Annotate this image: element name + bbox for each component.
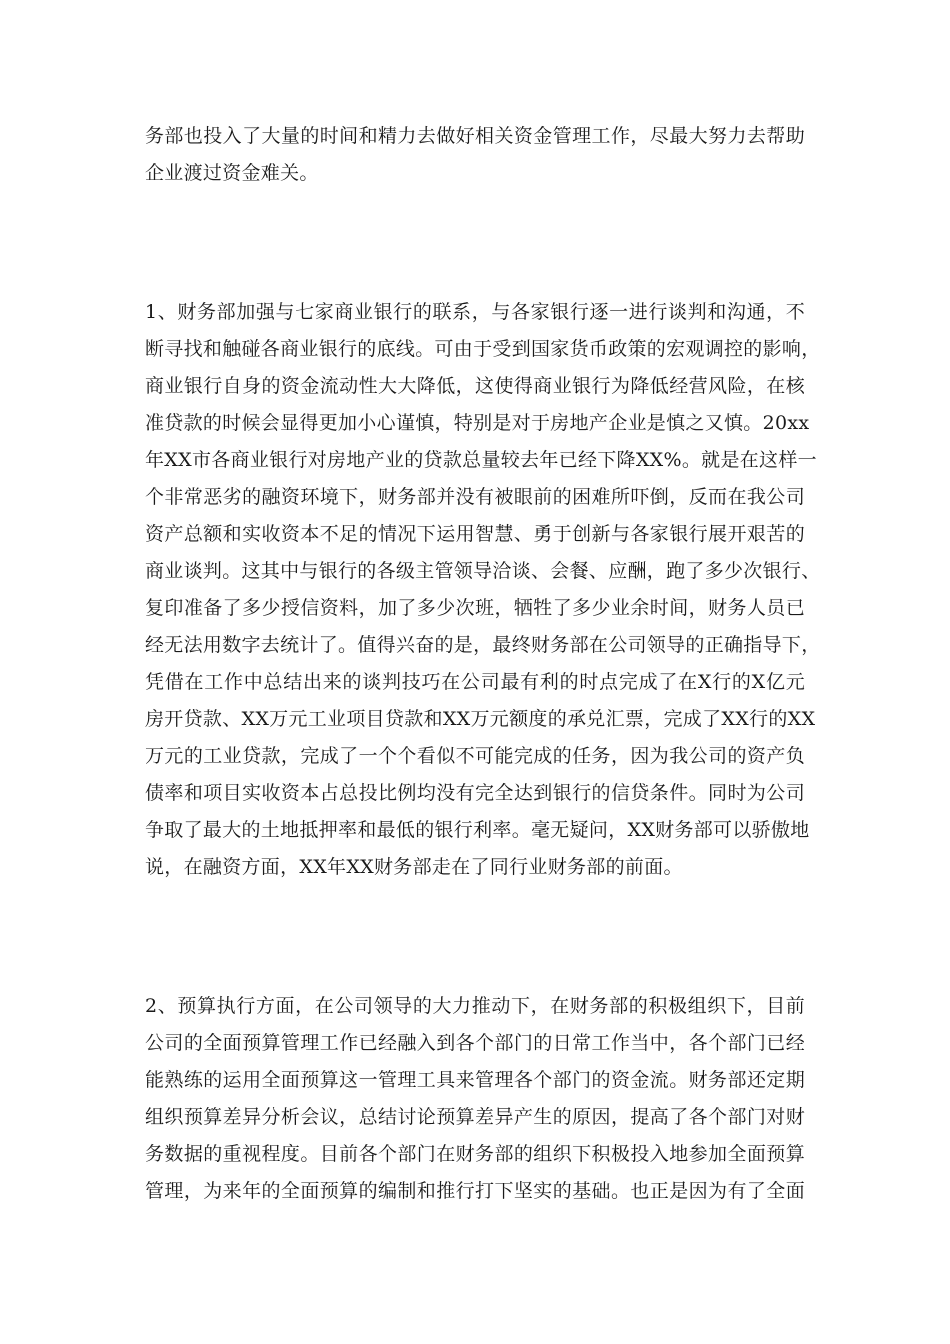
text-line: 债率和项目实收资本占总投比例均没有完全达到银行的信贷条件。同时为公司: [145, 782, 805, 804]
text-line: 务部也投入了大量的时间和精力去做好相关资金管理工作，尽最大努力去帮助: [145, 125, 805, 147]
text-line: 1、财务部加强与七家商业银行的联系，与各家银行逐一进行谈判和沟通，不: [145, 301, 805, 323]
text-line: 年XX市各商业银行对房地产业的贷款总量较去年已经下降XX%。就是在这样一: [145, 449, 817, 471]
text-line: 断寻找和触碰各商业银行的底线。可由于受到国家货币政策的宏观调控的影响，: [145, 338, 821, 360]
text-line: 争取了最大的土地抵押率和最低的银行利率。毫无疑问，XX财务部可以骄傲地: [145, 819, 810, 841]
text-line: 个非常恶劣的融资环境下，财务部并没有被眼前的困难所吓倒，反而在我公司: [145, 486, 805, 508]
text-line: 经无法用数字去统计了。值得兴奋的是，最终财务部在公司领导的正确指导下，: [145, 634, 821, 656]
text-line: 房开贷款、XX万元工业项目贷款和XX万元额度的承兑汇票，完成了XX行的XX: [145, 708, 816, 730]
text-line: 务数据的重视程度。目前各个部门在财务部的组织下积极投入地参加全面预算: [145, 1143, 805, 1165]
text-line: 商业谈判。这其中与银行的各级主管领导洽谈、会餐、应酬，跑了多少次银行、: [145, 560, 821, 582]
text-line: 说，在融资方面，XX年XX财务部走在了同行业财务部的前面。: [145, 856, 683, 878]
text-line: 准贷款的时候会显得更加小心谨慎，特别是对于房地产企业是慎之又慎。20xx: [145, 412, 810, 434]
text-line: 企业渡过资金难关。: [145, 162, 319, 184]
text-line: 公司的全面预算管理工作已经融入到各个部门的日常工作当中，各个部门已经: [145, 1032, 805, 1054]
text-line: 组织预算差异分析会议，总结讨论预算差异产生的原因，提高了各个部门对财: [145, 1106, 805, 1128]
text-line: 复印准备了多少授信资料，加了多少次班，牺牲了多少业余时间，财务人员已: [145, 597, 805, 619]
text-line: 管理，为来年的全面预算的编制和推行打下坚实的基础。也正是因为有了全面: [145, 1180, 805, 1202]
text-line: 2、预算执行方面，在公司领导的大力推动下，在财务部的积极组织下，目前: [145, 995, 805, 1017]
text-line: 凭借在工作中总结出来的谈判技巧在公司最有利的时点完成了在X行的X亿元: [145, 671, 805, 693]
text-line: 资产总额和实收资本不足的情况下运用智慧、勇于创新与各家银行展开艰苦的: [145, 523, 805, 545]
text-line: 商业银行自身的资金流动性大大降低，这使得商业银行为降低经营风险，在核: [145, 375, 805, 397]
text-line: 万元的工业贷款，完成了一个个看似不可能完成的任务，因为我公司的资产负: [145, 745, 805, 767]
text-line: 能熟练的运用全面预算这一管理工具来管理各个部门的资金流。财务部还定期: [145, 1069, 805, 1091]
